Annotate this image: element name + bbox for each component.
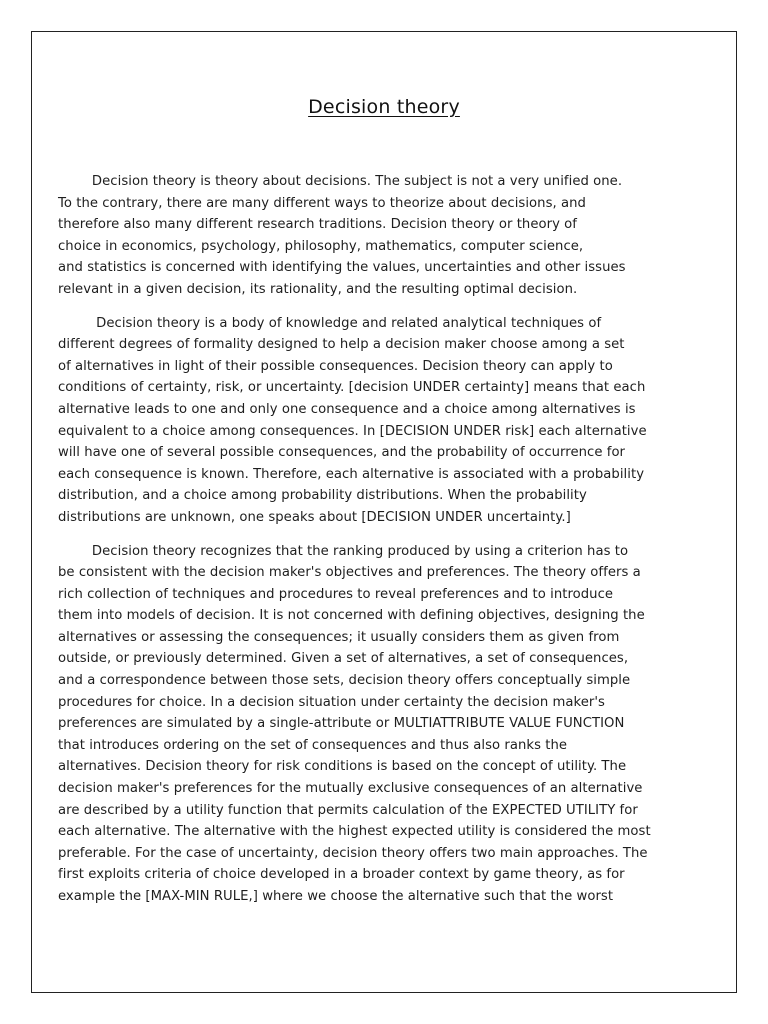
text-line: outside, or previously determined. Given a set of alternatives, a set of consequences,	[58, 651, 629, 667]
text-line: decision maker's preferences for the mutually exclusive consequences of an alternative	[58, 781, 643, 797]
text-line: preferable. For the case of uncertainty, decision theory offers two main approaches. The	[58, 845, 648, 861]
text-line: will have one of several possible consequences, and the probability of occurrence for	[58, 445, 626, 461]
text-line: distribution, and a choice among probability distributions. When the probability	[58, 488, 587, 504]
text-line: be consistent with the decision maker's objectives and preferences. The theory offers a	[58, 565, 641, 581]
text-line: each consequence is known. Therefore, each alternative is associated with a probability	[58, 466, 645, 482]
text-line: conditions of certainty, risk, or uncertainty. [decision UNDER certainty] means that each	[58, 380, 646, 396]
text-line: that introduces ordering on the set of consequences and thus also ranks the	[58, 737, 568, 753]
text-line: alternatives or assessing the consequences; it usually considers them as given from	[58, 629, 620, 645]
text-line: procedures for choice. In a decision situation under certainty the decision maker's	[58, 694, 605, 710]
text-line: are described by a utility function that permits calculation of the EXPECTED UTILITY for	[58, 802, 638, 818]
text-line: therefore also many different research traditions. Decision theory or theory of	[58, 217, 577, 233]
text-line: alternatives. Decision theory for risk conditions is based on the concept of utility. The	[58, 759, 627, 775]
text-line: example the [MAX-MIN RULE,] where we choose the alternative such that the worst	[58, 889, 614, 904]
text-line: first exploits criteria of choice developed in a broader context by game theory, as for	[58, 867, 625, 883]
text-line: Decision theory recognizes that the ranking produced by using a criterion has to	[58, 543, 629, 559]
text-line: different degrees of formality designed to help a decision maker choose among a set	[58, 337, 625, 353]
document-body	[58, 171, 683, 908]
paragraph-2	[58, 313, 683, 529]
text-line: relevant in a given decision, its rationality, and the resulting optimal decision.	[58, 281, 578, 297]
text-line: Decision theory is theory about decisions. The subject is not a very unified one.	[58, 174, 623, 189]
paragraph-1	[58, 171, 683, 301]
text-line: Decision theory is a body of knowledge and related analytical techniques of	[58, 315, 602, 331]
text-line: each alternative. The alternative with the highest expected utility is considered the most	[58, 824, 651, 840]
text-line: of alternatives in light of their possible consequences. Decision theory can apply to	[58, 358, 613, 374]
document-title: Decision theory	[308, 96, 460, 118]
paragraph-spacer	[58, 529, 683, 541]
text-line: alternative leads to one and only one consequence and a choice among alternatives is	[58, 401, 636, 417]
text-line: distributions are unknown, one speaks about [DECISION UNDER uncertainty.]	[58, 509, 571, 525]
text-line: choice in economics, psychology, philosophy, mathematics, computer science,	[58, 238, 584, 254]
paragraph-3	[58, 541, 683, 908]
paragraph-spacer	[58, 301, 683, 313]
text-line: preferences are simulated by a single-attribute or MULTIATTRIBUTE VALUE FUNCTION	[58, 716, 625, 732]
text-line: and a correspondence between those sets, decision theory offers conceptually simple	[58, 673, 631, 689]
text-line: them into models of decision. It is not concerned with defining objectives, designing the	[58, 608, 645, 624]
text-line: rich collection of techniques and procedures to reveal preferences and to introduce	[58, 586, 614, 602]
text-line: To the contrary, there are many different ways to theorize about decisions, and	[58, 195, 586, 211]
text-line: equivalent to a choice among consequences. In [DECISION UNDER risk] each alternative	[58, 423, 647, 439]
text-line: and statistics is concerned with identifying the values, uncertainties and other issues	[58, 260, 626, 276]
